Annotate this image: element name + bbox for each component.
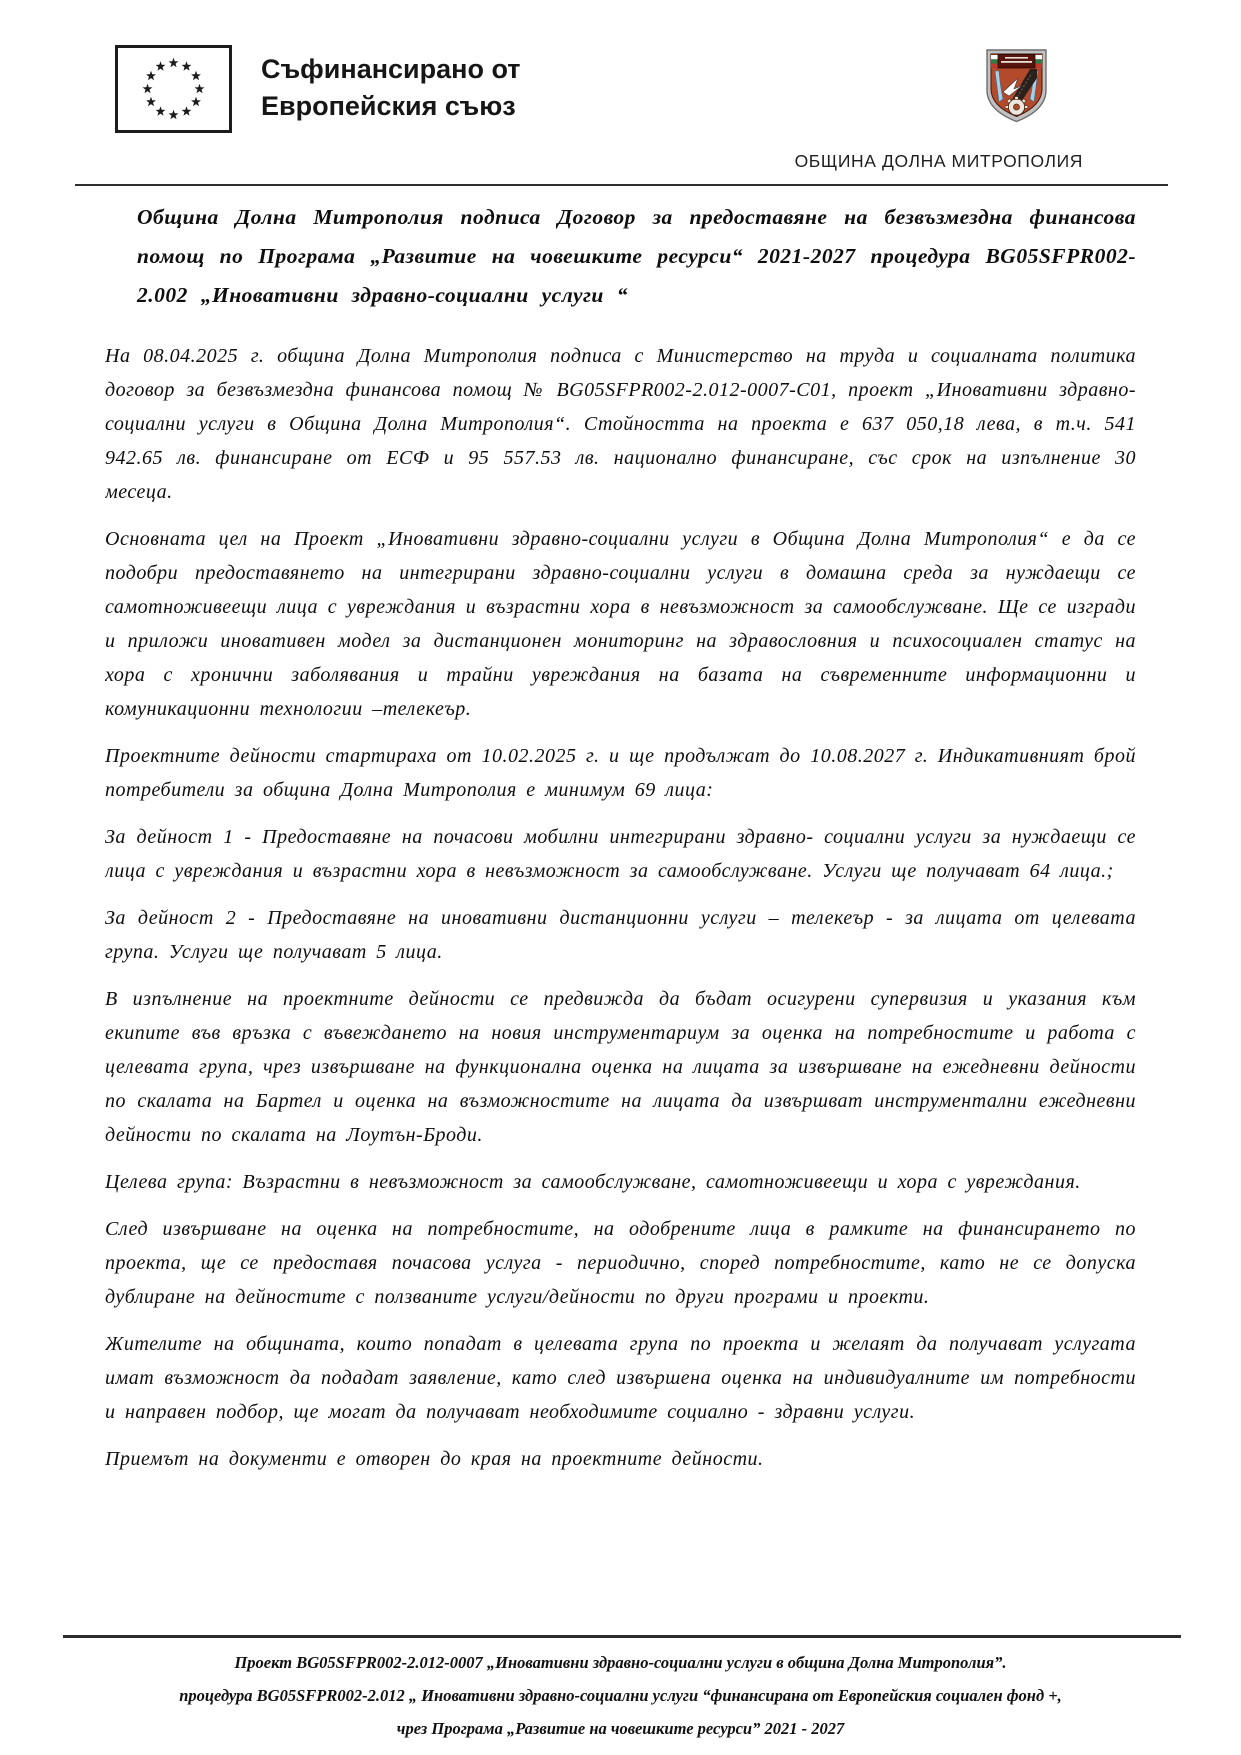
footer-project-info bbox=[70, 1646, 1171, 1745]
footer-line-2: процедура BG05SFPR002-2.012 „ Иновативни здравно-социални услуги “финансирана от Европейския социален фонд +, bbox=[179, 1686, 1062, 1705]
footer-divider bbox=[63, 1635, 1181, 1638]
paragraph-needs-assessment: След извършване на оценка на потребностите, на одобрените лица в рамките на финансирането по проекта, ще се предоставя почасова услуга - периодично, според потребностите, като не се допуска дублиране на дейностите с ползваните услуги/дейности по други програми и проекти. bbox=[105, 1218, 1136, 1308]
paragraph-project-timeline: Проектните дейности стартираха от 10.02.2025 г. и ще продължат до 10.08.2027 г. Индикативният брой потребители за община Долна Митрополия е минимум 69 лица: bbox=[105, 745, 1136, 801]
footer-line-3: чрез Програма „Развитие на човешките ресурси” 2021 - 2027 bbox=[396, 1719, 845, 1738]
eu-cofunded-label bbox=[261, 45, 521, 125]
paragraph-target-group: Целева група: Възрастни в невъзможност за самообслужване, самотноживеещи и хора с увреждания. bbox=[105, 1171, 1081, 1193]
paragraph-application-process: Жителите на общината, които попадат в целевата група по проекта и желаят да получават услугата имат възможност да подадат заявление, като след извършена оценка на индивидуалните им потребности и направен подбор, ще могат да получават необходимите социално - здравни услуги. bbox=[105, 1333, 1136, 1423]
municipality-name: ОБЩИНА ДОЛНА МИТРОПОЛИЯ bbox=[794, 151, 1083, 171]
paragraph-document-intake: Приемът на документи е отворен до края на проектните дейности. bbox=[105, 1448, 764, 1470]
paragraph-contract-signing: На 08.04.2025 г. община Долна Митрополия подписа с Министерство на труда и социалната политика договор за безвъзмездна финансова помощ № BG05SFPR002-2.012-0007-С01, проект „Иновативни здравно-социални услуги в Община Долна Митрополия“. Стойността на проекта е 637 050,18 лева, в т.ч. 541 942.65 лв. финансиране от ЕСФ и 95 557.53 лв. национално финансиране, със срок на изпълнение 30 месеца. bbox=[105, 345, 1136, 503]
eu-cofunded-line1: Съфинансирано от bbox=[261, 54, 521, 84]
paragraph-project-goal: Основната цел на Проект „Иновативни здравно-социални услуги в Община Долна Митрополия“ е да се подобри предоставянето на интегрирани здравно-социални услуги в домашна среда за нуждаещи се самотноживеещи лица с увреждания и възрастни хора в невъзможност за самообслужване. Ще се изгради и приложи иновативен модел за дистанционен мониторинг на здравословния и психосоциален статус на хора с хронични заболявания и трайни увреждания на базата на съвременните информационни и комуникационни технологии –телекеър. bbox=[105, 528, 1136, 720]
footer-line-1: Проект BG05SFPR002-2.012-0007 „Иновативни здравно-социални услуги в община Долна Митрополия”. bbox=[234, 1653, 1007, 1672]
eu-cofunded-line2: Европейския съюз bbox=[261, 91, 516, 121]
municipality-crest-icon bbox=[985, 46, 1048, 124]
document-title: Община Долна Митрополия подписа Договор за предоставяне на безвъзмездна финансова помощ по Програма „Развитие на човешките ресурси“ 2021-2027 процедура BG05SFPR002- 2.002 „Иновативни здравно-социални услуги “ bbox=[137, 205, 1136, 307]
header-divider bbox=[75, 184, 1168, 186]
eu-cofunded-logo bbox=[115, 45, 521, 133]
paragraph-supervision: В изпълнение на проектните дейности се предвижда да бъдат осигурени супервизия и указания към екипите във връзка с въвеждането на новия инструментариум за оценка на потребностите и работа с целевата група, чрез извършване на функционална оценка на лицата за извършване на ежедневни дейности по скалата на Бартел и оценка на възможностите на лицата да извършват инструментални ежедневни дейности по скалата на Лоутън-Броди. bbox=[105, 988, 1136, 1146]
eu-flag-icon bbox=[115, 45, 232, 133]
document-body bbox=[105, 198, 1136, 1631]
paragraph-activity-1: За дейност 1 - Предоставяне на почасови мобилни интегрирани здравно- социални услуги за нуждаещи се лица с увреждания и възрастни хора в невъзможност за самообслужване. Услуги ще получават 64 лица.; bbox=[105, 826, 1136, 882]
page-footer bbox=[0, 1635, 1241, 1755]
paragraph-activity-2: За дейност 2 - Предоставяне на иновативни дистанционни услуги – телекеър - за лицата от целевата група. Услуги ще получават 5 лица. bbox=[105, 907, 1136, 963]
